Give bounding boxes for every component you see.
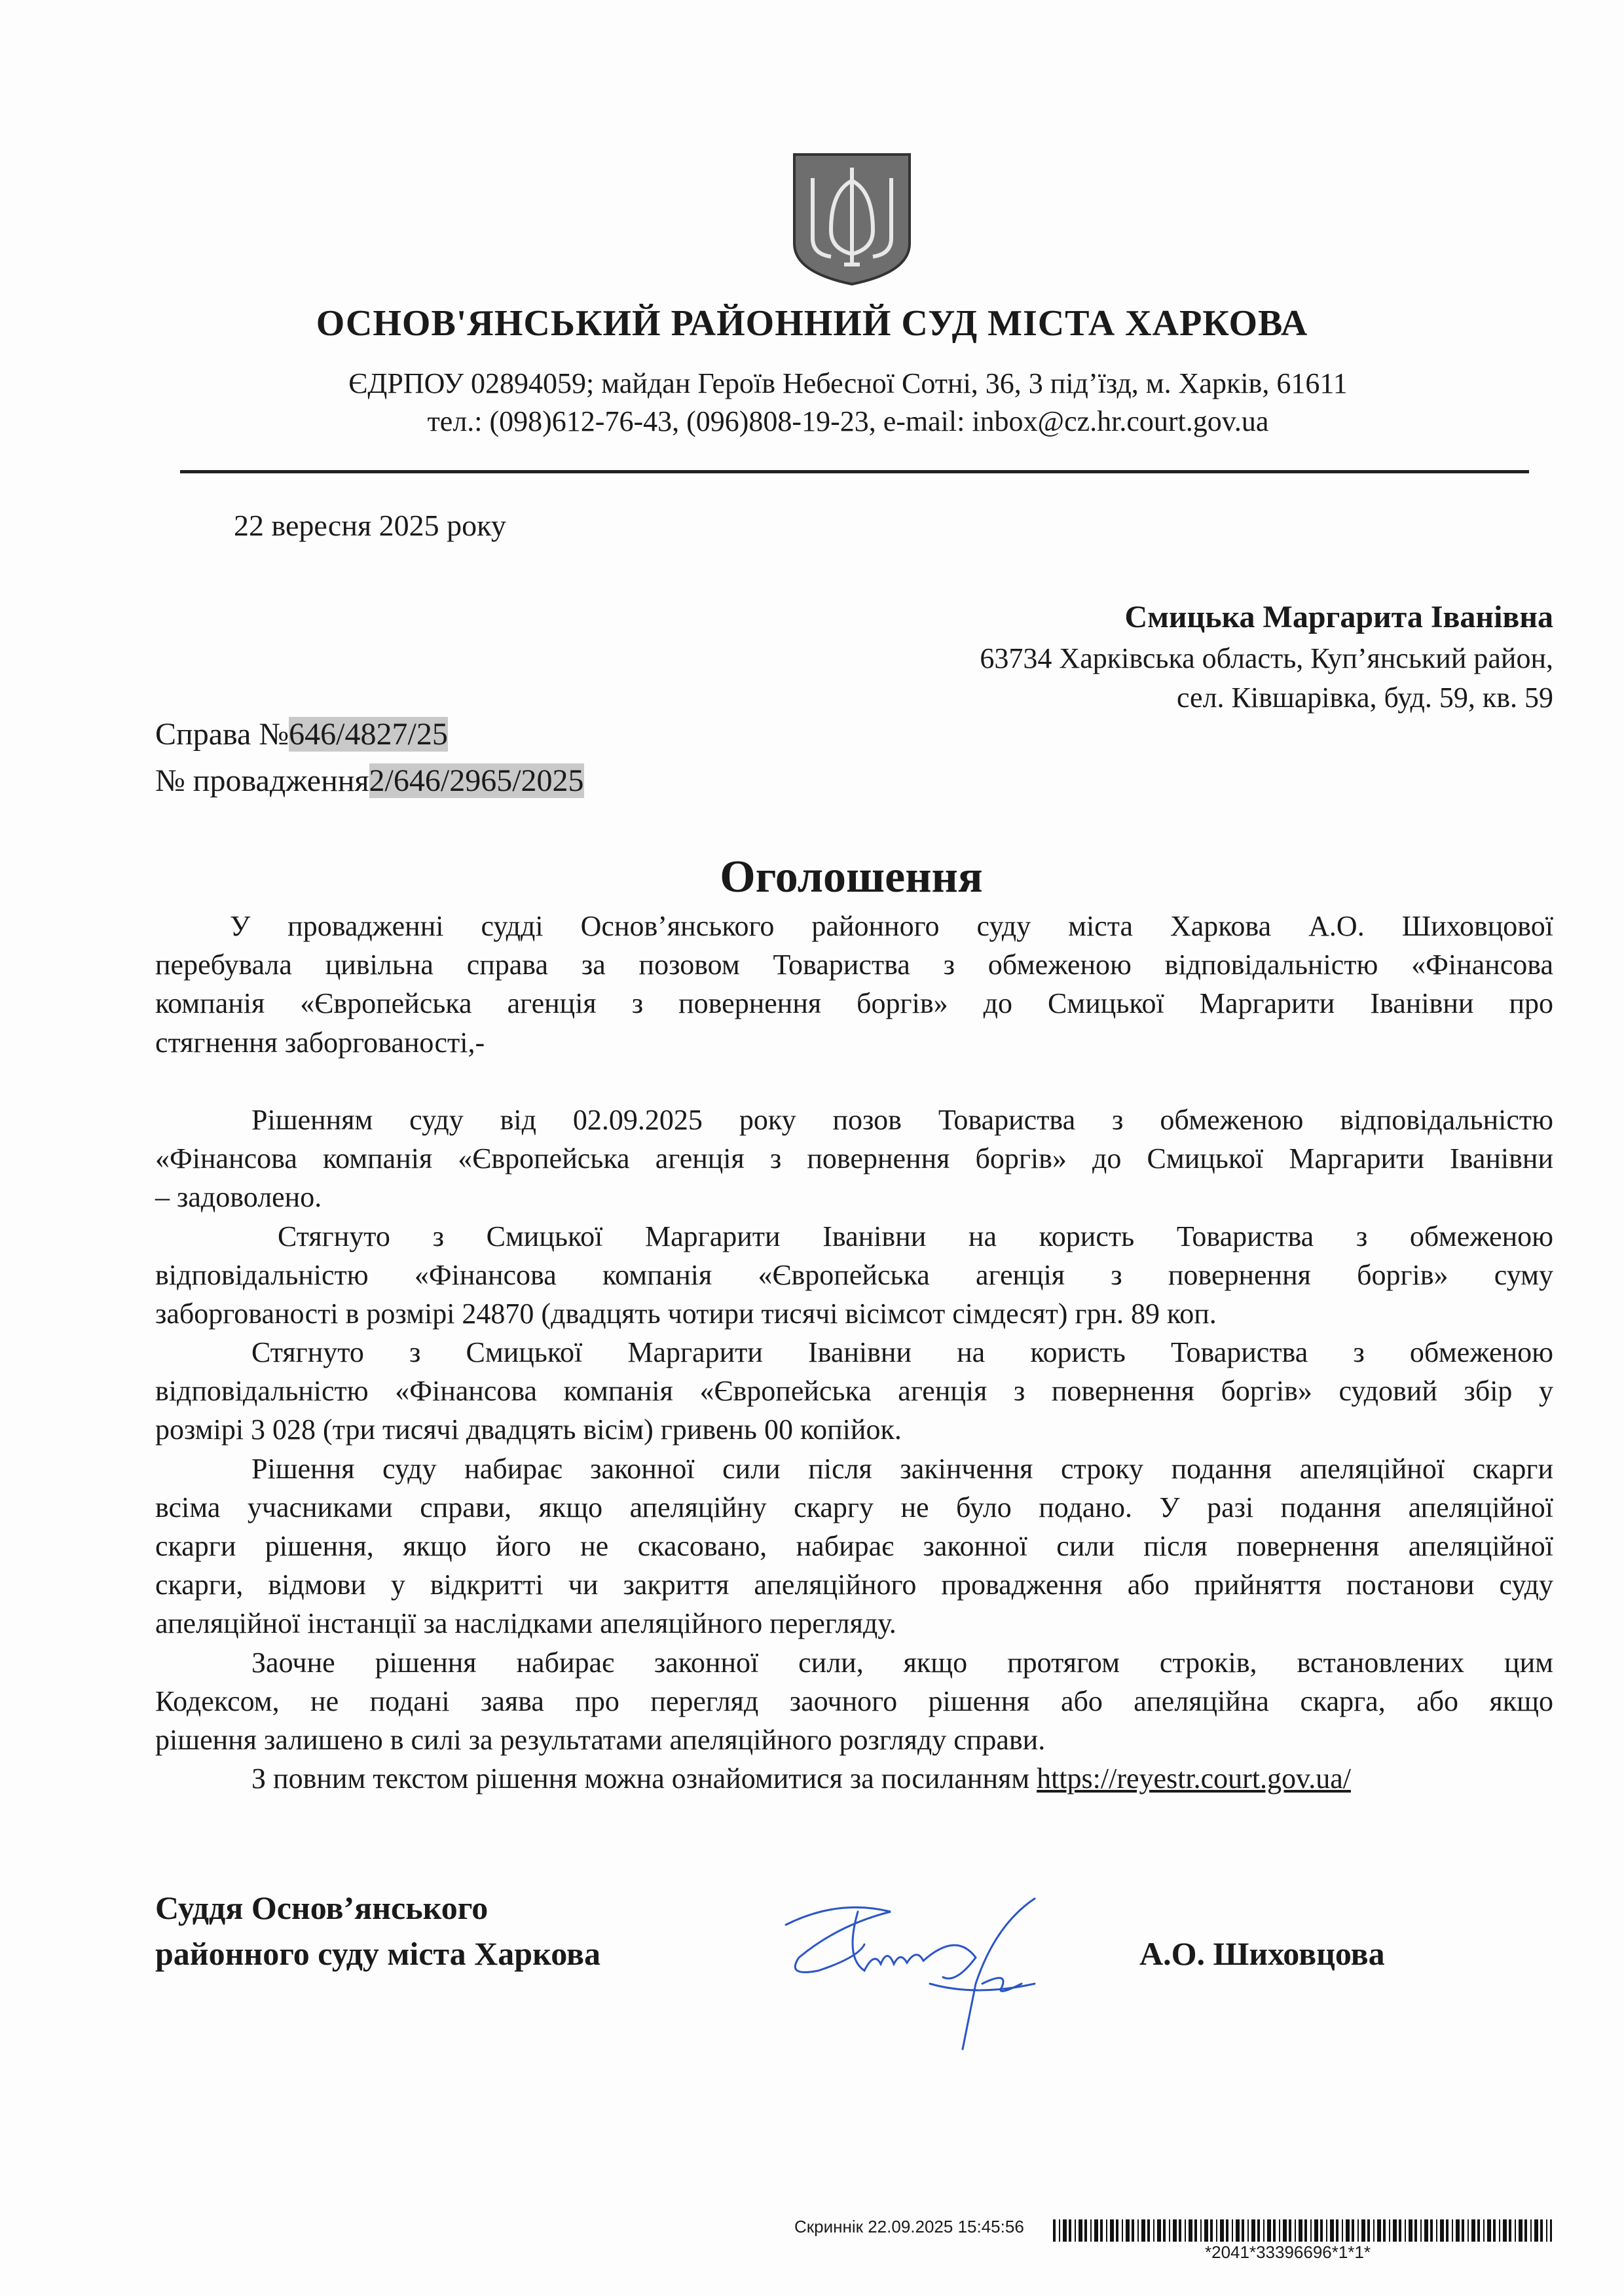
body-line-text: рішення залишено в силі за результатами апеляційного розгляду справи. <box>155 1723 1046 1756</box>
document-title: Оголошення <box>720 852 983 902</box>
body-line-text: заборгованості в розмірі 24870 (двадцять чотири тисячі вісімсот сімдесят) грн. 89 коп. <box>155 1297 1217 1330</box>
body-line <box>155 1294 1553 1333</box>
body-line <box>155 1527 1553 1565</box>
body-line-text: «Фінансова компанія «Європейська агенція з повернення боргів» до Смицької Маргарити Іванівни <box>155 1142 1553 1175</box>
body-line <box>155 1488 1553 1527</box>
body-line-text: Рішенням суду від 02.09.2025 року позов Товариства з обмеженою відповідальністю <box>251 1103 1553 1136</box>
header-divider <box>180 470 1529 473</box>
recipient-address-line-1: 63734 Харківська область, Куп’янський район, <box>980 642 1553 674</box>
body-line-text: всіма учасниками справи, якщо апеляційну скаргу не було подано. У разі подання апеляційної <box>155 1491 1553 1523</box>
body-line <box>155 1256 1553 1294</box>
case-number-line <box>155 716 448 752</box>
body-line-text: відповідальністю «Фінансова компанія «Європейська агенція з повернення боргів» суму <box>155 1258 1553 1291</box>
body-line <box>155 1682 1553 1721</box>
handwritten-signature <box>760 1886 1074 2056</box>
body-line-text: Рішення суду набирає законної сили після закінчення строку подання апеляційної скарги <box>251 1452 1553 1485</box>
body-line <box>155 1023 1553 1062</box>
body-line-text: Стягнуто з Смицької Маргарити Іванівни на користь Товариства з обмеженою <box>251 1336 1553 1369</box>
proceeding-number-line <box>155 763 584 799</box>
body-line <box>155 1101 1553 1139</box>
court-contacts: тел.: (098)612-76-43, (096)808-19-23, e-mail: inbox@cz.hr.court.gov.ua <box>427 405 1269 437</box>
body-line <box>155 1410 1553 1449</box>
body-line <box>155 1139 1553 1178</box>
body-line-text: У провадженні судді Основ’янського районного суду міста Харкова А.О. Шиховцової <box>230 910 1553 942</box>
body-line <box>155 945 1553 984</box>
body-line <box>155 984 1553 1023</box>
body-line <box>155 1178 1553 1216</box>
body-line-text: перебувала цивільна справа за позовом Товариства з обмеженою відповідальністю «Фінансова <box>155 949 1553 981</box>
body-line-text: – задоволено. <box>155 1181 322 1214</box>
body-line-text: Заочне рішення набирає законної сили, якщо протягом строків, встановлених цим <box>251 1646 1553 1679</box>
body-line-text: компанія «Європейська агенція з повернення боргів» до Смицької Маргарити Іванівни про <box>155 987 1553 1020</box>
court-name: ОСНОВ'ЯНСЬКИЙ РАЙОННИЙ СУД МІСТА ХАРКОВА <box>316 303 1308 344</box>
body-line-text: Стягнуто з Смицької Маргарити Іванівни на користь Товариства з обмеженою <box>278 1220 1553 1252</box>
barcode-number: *2041*33396696*1*1* <box>1205 2242 1371 2262</box>
court-address: ЄДРПОУ 02894059; майдан Героїв Небесної Сотні, 36, 3 під’їзд, м. Харків, 61611 <box>348 367 1348 399</box>
body-line <box>155 1643 1553 1682</box>
body-line-text: стягнення заборгованості,- <box>155 1026 485 1059</box>
barcode <box>1053 2219 1552 2242</box>
judge-name: А.О. Шиховцова <box>1139 1935 1385 1972</box>
body-line <box>155 1721 1553 1759</box>
announcement-body <box>155 907 1553 1798</box>
document-date: 22 вересня 2025 року <box>234 509 506 542</box>
body-line <box>155 1565 1553 1604</box>
body-line-text: відповідальністю «Фінансова компанія «Європейська агенція з повернення боргів» судовий збір у <box>155 1375 1553 1408</box>
scanner-stamp: Скриннік 22.09.2025 15:45:56 <box>794 2217 1024 2236</box>
body-line-text: Кодексом, не подані заява про перегляд заочного рішення або апеляційна скарга, або якщо <box>155 1685 1553 1717</box>
recipient-name: Смицька Маргарита Іванівна <box>1124 600 1553 634</box>
body-line-text: скарги рішення, якщо його не скасовано, набирає законної сили після повернення апеляційної <box>155 1530 1553 1562</box>
body-line <box>155 907 1553 945</box>
body-line <box>155 1333 1553 1372</box>
proceeding-number: 2/646/2965/2025 <box>369 763 584 798</box>
registry-link[interactable]: https://reyestr.court.gov.ua/ <box>1037 1762 1351 1795</box>
body-line <box>155 1449 1553 1488</box>
blank-line <box>155 1062 1553 1101</box>
body-line-text: З повним текстом рішення можна ознайомитися за посиланням <box>251 1762 1037 1795</box>
judge-role-line-2: районного суду міста Харкова <box>155 1935 601 1972</box>
body-line-text: скарги, відмови у відкритті чи закриття апеляційного провадження або прийняття постанови суду <box>155 1569 1553 1601</box>
judge-role-line-1: Суддя Основ’янського <box>155 1889 489 1926</box>
recipient-address-line-2: сел. Ківшарівка, буд. 59, кв. 59 <box>1176 682 1553 714</box>
body-line-text: апеляційної інстанції за наслідками апеляційного перегляду. <box>155 1607 896 1640</box>
case-label: Справа № <box>155 717 289 752</box>
body-line <box>155 1604 1553 1643</box>
body-line <box>155 1372 1553 1410</box>
coat-of-arms-emblem <box>792 152 912 287</box>
body-line-text: розмірі 3 028 (три тисячі двадцять вісім) гривень 00 копійок. <box>155 1413 902 1446</box>
proceeding-label: № провадження <box>155 763 369 798</box>
case-number: 646/4827/25 <box>289 717 448 752</box>
body-line <box>155 1759 1553 1798</box>
body-line <box>155 1217 1553 1256</box>
